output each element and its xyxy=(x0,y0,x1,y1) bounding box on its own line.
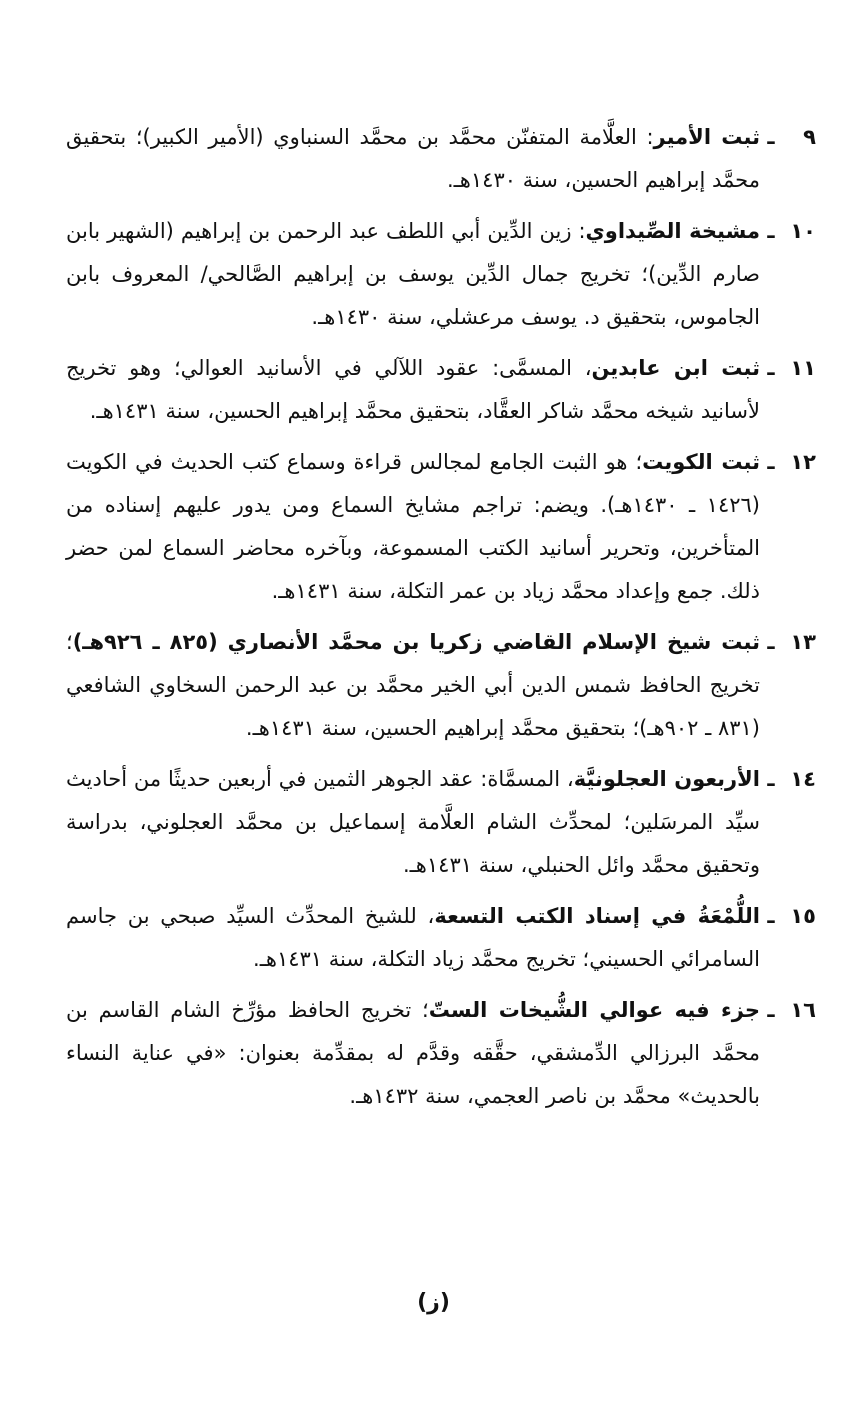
entry-number: ٩ xyxy=(803,125,816,149)
entry-body xyxy=(66,347,760,433)
entry-text: ، المسمَّى: عقود اللآلي في الأسانيد العوالي؛ وهو تخريج لأسانيد شيخه محمَّد شاكر العقَّاد، بتحقيق محمَّد إبراهيم الحسين، سنة ١٤٣١هـ. xyxy=(66,356,760,423)
entry-title: ثبت ابن عابدين xyxy=(591,356,760,380)
entry-dash: ـ xyxy=(767,904,775,928)
entry-body xyxy=(66,989,760,1118)
entry-number: ١٤ xyxy=(790,767,816,791)
entry-body xyxy=(66,895,760,981)
entry-dash: ـ xyxy=(767,998,775,1022)
entry-dash: ـ xyxy=(767,219,775,243)
entry-title: الأربعون العجلونيَّة xyxy=(573,767,760,791)
entry-number: ١٦ xyxy=(790,998,816,1022)
list-item xyxy=(66,347,816,433)
entry-body xyxy=(66,210,760,339)
entry-text: ، للشيخ المحدِّث السيِّد صبحي بن جاسم السامرائي الحسيني؛ تخريج محمَّد زياد التكلة، سنة ١٤٣١هـ. xyxy=(66,904,760,971)
entry-number: ١٠ xyxy=(790,219,816,243)
entry-body xyxy=(66,116,760,202)
entry-text: : زين الدِّين أبي اللطف عبد الرحمن بن إبراهيم (الشهير بابن صارم الدِّين)؛ تخريج جمال الدِّين يوسف بن إبراهيم الصَّالحي/ المعروف بابن الجاموس، بتحقيق د. يوسف مرعشلي، سنة ١٤٣٠هـ. xyxy=(66,219,760,329)
entry-title: اللُّمْعَةُ في إسناد الكتب التسعة xyxy=(434,904,760,928)
page-number: (ز) xyxy=(417,1290,450,1315)
entry-dash: ـ xyxy=(767,767,775,791)
entry-body xyxy=(66,621,760,750)
entry-title: جزء فيه عوالي الشُّيخات الستّ xyxy=(428,998,760,1022)
entry-body xyxy=(66,758,760,887)
entry-title: مشيخة الصِّيداوي xyxy=(585,219,760,243)
entry-text: ؛ هو الثبت الجامع لمجالس قراءة وسماع كتب الحديث في الكويت (١٤٢٦ ـ ١٤٣٠هـ). ويضم: تراجم مشايخ السماع ومن يدور عليهم إسناده من المتأخرين، وتحرير أسانيد الكتب المسموعة، وبآخره محاضر السماع لمن حضر ذلك. جمع وإعداد محمَّد زياد بن عمر التكلة، سنة ١٤٣١هـ. xyxy=(66,450,760,603)
entry-body xyxy=(66,441,760,613)
entry-title: ثبت الأمير xyxy=(653,125,760,149)
entries-list xyxy=(66,116,816,1126)
list-item xyxy=(66,895,816,981)
entry-dash: ـ xyxy=(767,356,775,380)
entry-number: ١١ xyxy=(790,356,816,380)
entry-number: ١٣ xyxy=(790,630,816,654)
list-item xyxy=(66,758,816,887)
entry-number: ١٢ xyxy=(790,450,816,474)
entry-number: ١٥ xyxy=(790,904,816,928)
entry-title: ثبت شيخ الإسلام القاضي زكريا بن محمَّد الأنصاري (٨٢٥ ـ ٩٢٦هـ) xyxy=(72,630,760,654)
list-item xyxy=(66,989,816,1118)
list-item xyxy=(66,210,816,339)
entry-text: ، المسمَّاة: عقد الجوهر الثمين في أربعين حديثًا من أحاديث سيِّد المرسَلين؛ لمحدِّث الشام العلَّامة إسماعيل بن محمَّد العجلوني، بدراسة وتحقيق محمَّد وائل الحنبلي، سنة ١٤٣١هـ. xyxy=(66,767,760,877)
entry-title: ثبت الكويت xyxy=(642,450,761,474)
list-item xyxy=(66,621,816,750)
entry-text: : العلَّامة المتفنّن محمَّد بن محمَّد السنباوي (الأمير الكبير)؛ بتحقيق محمَّد إبراهيم الحسين، سنة ١٤٣٠هـ. xyxy=(66,125,760,192)
entry-text: ؛ تخريج الحافظ شمس الدين أبي الخير محمَّد بن عبد الرحمن السخاوي الشافعي (٨٣١ ـ ٩٠٢هـ)؛ بتحقيق محمَّد إبراهيم الحسين، سنة ١٤٣١هـ. xyxy=(66,630,760,740)
list-item xyxy=(66,116,816,202)
entry-dash: ـ xyxy=(767,450,775,474)
entry-dash: ـ xyxy=(767,125,775,149)
entry-text: ؛ تخريج الحافظ مؤرِّخ الشام القاسم بن محمَّد البرزالي الدِّمشقي، حقَّقه وقدَّم له بمقدِّمة بعنوان: «في عناية النساء بالحديث» محمَّد بن ناصر العجمي، سنة ١٤٣٢هـ. xyxy=(66,998,760,1108)
entry-dash: ـ xyxy=(767,630,775,654)
list-item xyxy=(66,441,816,613)
